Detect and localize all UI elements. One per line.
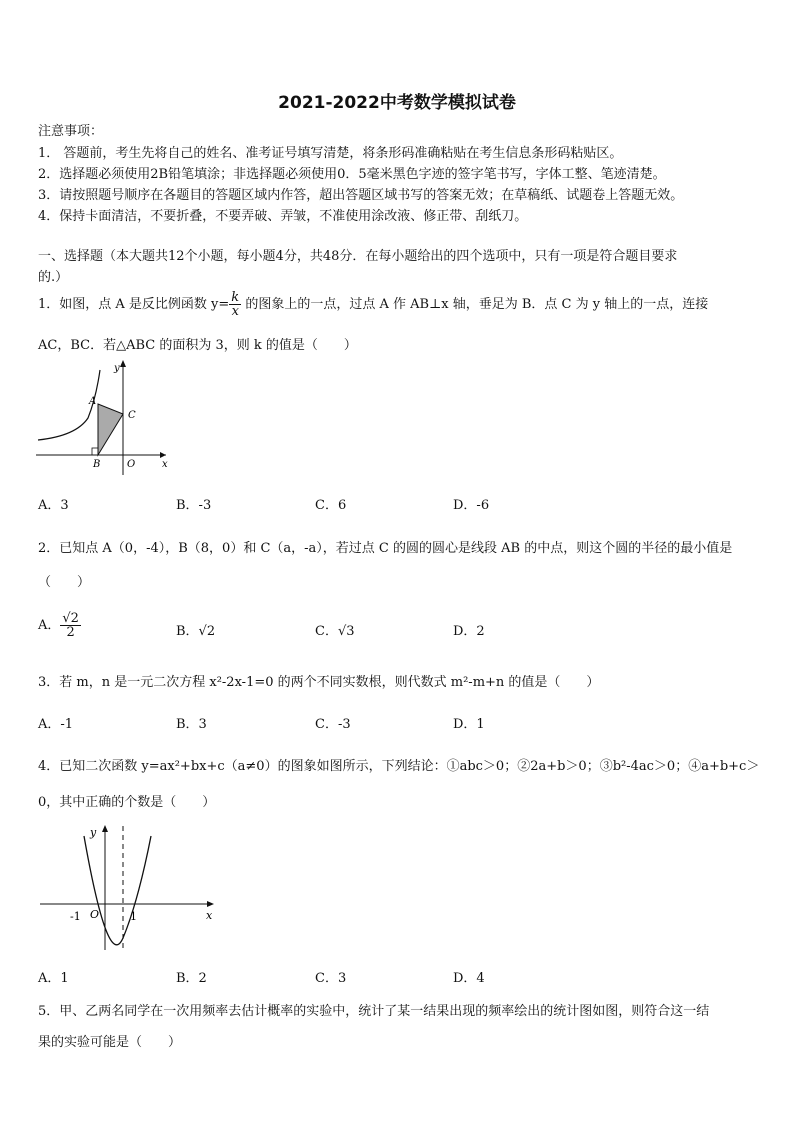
question-1-text-cont: AC，BC．若△ABC 的面积为 3，则 k 的值是（ ）	[38, 338, 357, 353]
section-heading: 一、选择题（本大题共12个小题，每小题4分，共48分．在每小题给出的四个选项中，只有一项是符合题目要求	[38, 249, 678, 264]
question-1-figure	[36, 358, 176, 476]
q4-option-d: D．4	[453, 971, 485, 986]
notice-item: 2．选择题必须使用2B铅笔填涂；非选择题必须使用0．5毫米黑色字迹的签字笔书写，字体工整、笔迹清楚。	[38, 167, 666, 182]
q1-option-a: A．3	[38, 498, 69, 513]
q2-option-b: B．√2	[176, 624, 216, 639]
label-a: A	[89, 396, 97, 407]
notice-item: 4．保持卡面清洁，不要折叠，不要弄破、弄皱，不准使用涂改液、修正带、刮纸刀。	[38, 209, 528, 224]
question-2-text: 2．已知点 A（0，-4），B（8，0）和 C（a，-a），若过点 C 的圆的圆心是线段 AB 的中点，则这个圆的半径的最小值是	[38, 541, 733, 556]
label-c: C	[128, 410, 136, 421]
q4-option-b: B．2	[176, 971, 207, 986]
q2-option-d: D．2	[453, 624, 485, 639]
q3-option-d: D．1	[453, 717, 485, 732]
question-2-text-cont: （ ）	[38, 575, 91, 590]
q3-option-c: C．-3	[315, 717, 351, 732]
page-title: 2021-2022中考数学模拟试卷	[278, 93, 516, 113]
label-o: O	[90, 908, 100, 921]
label-o: O	[127, 459, 136, 470]
label-b: B	[93, 459, 101, 470]
question-5-text-cont: 果的实验可能是（ ）	[38, 1035, 182, 1050]
section-heading-cont: 的.）	[38, 270, 69, 285]
question-4-text-cont: 0，其中正确的个数是（ ）	[38, 795, 216, 810]
label-x: x	[206, 909, 213, 922]
notice-heading: 注意事项：	[38, 124, 104, 139]
q3-option-a: A．-1	[38, 717, 74, 732]
q1-option-d: D．-6	[453, 498, 490, 513]
label-1: 1	[130, 910, 137, 923]
label-neg1: -1	[70, 910, 81, 923]
q1-option-b: B．-3	[176, 498, 212, 513]
label-y: y	[114, 363, 120, 374]
notice-item: 3．请按照题号顺序在各题目的答题区域内作答，超出答题区域书写的答案无效；在草稿纸、试题卷上答题无效。	[38, 188, 684, 203]
question-3-text: 3．若 m，n 是一元二次方程 x²-2x-1=0 的两个不同实数根，则代数式 m²-m+n 的值是（ ）	[38, 675, 600, 690]
question-4-text: 4．已知二次函数 y=ax²+bx+c（a≠0）的图象如图所示，下列结论：①abc＞0；②2a+b＞0；③b²-4ac＞0；④a+b+c＞	[38, 759, 760, 774]
question-4-figure	[38, 822, 220, 954]
q3-option-b: B．3	[176, 717, 207, 732]
notice-item: 1． 答题前，考生先将自己的姓名、准考证号填写清楚，将条形码准确粘贴在考生信息条形码粘贴区。	[38, 146, 623, 161]
fraction-k-over-x: $\frac{k}{x}$	[231, 290, 240, 319]
question-1-text: 1．如图，点 A 是反比例函数 y= $\frac{k}{x}$ 的图象上的一点，过点 A 作 AB⊥x 轴，垂足为 B．点 C 为 y 轴上的一点，连接	[38, 290, 709, 319]
q4-option-a: A．1	[38, 971, 69, 986]
q2-option-a: A． $\frac{√2}{2}$	[38, 611, 79, 640]
q2-option-c: C．√3	[315, 624, 355, 639]
q1-option-c: C．6	[315, 498, 347, 513]
question-5-text: 5．甲、乙两名同学在一次用频率去估计概率的实验中，统计了某一结果出现的频率绘出的统计图如图，则符合这一结	[38, 1004, 710, 1019]
label-y: y	[90, 826, 97, 839]
q4-option-c: C．3	[315, 971, 347, 986]
label-x: x	[162, 459, 168, 470]
